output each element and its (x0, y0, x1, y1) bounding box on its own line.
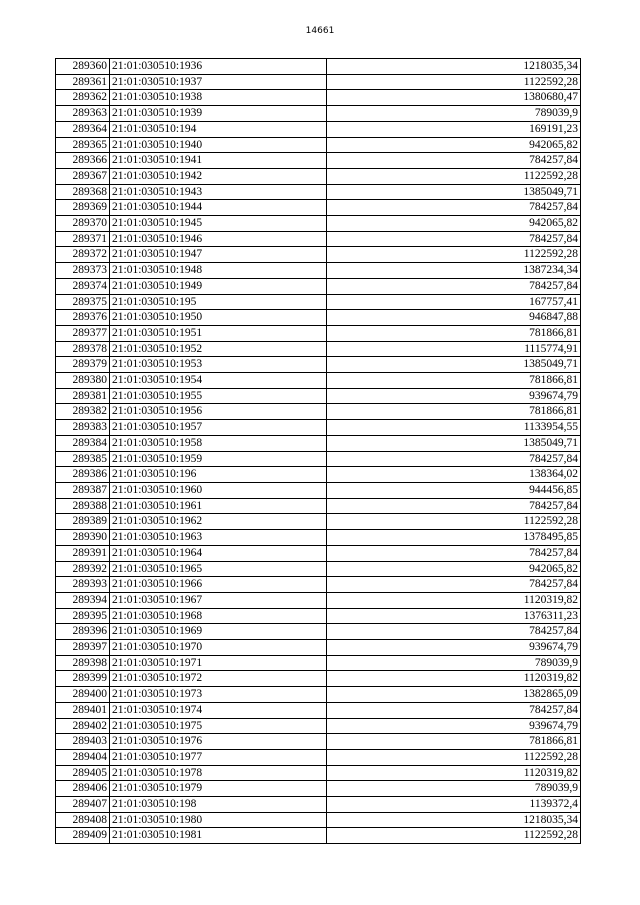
cadastral-number-cell: 21:01:030510:1967 (110, 592, 327, 608)
row-number-cell: 289377 (56, 325, 110, 341)
cadastral-value-cell: 789039,9 (327, 655, 581, 671)
cadastral-value-cell: 167757,41 (327, 294, 581, 310)
table-row (56, 592, 581, 608)
table-row (56, 514, 581, 530)
row-number-cell: 289362 (56, 90, 110, 106)
table-row (56, 545, 581, 561)
row-number-cell: 289370 (56, 216, 110, 232)
cadastral-value-cell: 944456,85 (327, 482, 581, 498)
cadastral-number-cell: 21:01:030510:1975 (110, 718, 327, 734)
cadastral-value-cell: 789039,9 (327, 106, 581, 122)
table-row (56, 828, 581, 844)
cadastral-value-cell: 784257,84 (327, 200, 581, 216)
row-number-cell: 289408 (56, 812, 110, 828)
row-number-cell: 289364 (56, 121, 110, 137)
table-row (56, 530, 581, 546)
cadastral-number-cell: 21:01:030510:1951 (110, 325, 327, 341)
cadastral-number-cell: 21:01:030510:1960 (110, 482, 327, 498)
cadastral-number-cell: 21:01:030510:1958 (110, 435, 327, 451)
table-row (56, 797, 581, 813)
cadastral-value-cell: 1376311,23 (327, 608, 581, 624)
cadastral-number-cell: 21:01:030510:1977 (110, 749, 327, 765)
cadastral-value-cell: 784257,84 (327, 577, 581, 593)
cadastral-number-cell: 21:01:030510:1936 (110, 59, 327, 75)
cadastral-number-cell: 21:01:030510:1939 (110, 106, 327, 122)
cadastral-value-cell: 1122592,28 (327, 749, 581, 765)
cadastral-number-cell: 21:01:030510:1979 (110, 781, 327, 797)
row-number-cell: 289375 (56, 294, 110, 310)
table-row (56, 357, 581, 373)
cadastral-number-cell: 21:01:030510:1965 (110, 561, 327, 577)
cadastral-value-cell: 1120319,82 (327, 592, 581, 608)
cadastral-number-cell: 21:01:030510:1966 (110, 577, 327, 593)
table-row (56, 388, 581, 404)
row-number-cell: 289371 (56, 231, 110, 247)
table-row (56, 247, 581, 263)
page-number: 14661 (305, 26, 335, 36)
row-number-cell: 289406 (56, 781, 110, 797)
row-number-cell: 289369 (56, 200, 110, 216)
cadastral-number-cell: 21:01:030510:1940 (110, 137, 327, 153)
row-number-cell: 289384 (56, 435, 110, 451)
cadastral-number-cell: 21:01:030510:1948 (110, 263, 327, 279)
cadastral-number-cell: 21:01:030510:1978 (110, 765, 327, 781)
row-number-cell: 289397 (56, 640, 110, 656)
table-row (56, 687, 581, 703)
row-number-cell: 289389 (56, 514, 110, 530)
table-row (56, 106, 581, 122)
row-number-cell: 289407 (56, 797, 110, 813)
cadastral-number-cell: 21:01:030510:195 (110, 294, 327, 310)
table-row (56, 325, 581, 341)
cadastral-value-cell: 939674,79 (327, 388, 581, 404)
table-row (56, 373, 581, 389)
cadastral-number-cell: 21:01:030510:198 (110, 797, 327, 813)
row-number-cell: 289390 (56, 530, 110, 546)
table-row (56, 577, 581, 593)
table-row (56, 420, 581, 436)
row-number-cell: 289366 (56, 153, 110, 169)
cadastral-number-cell: 21:01:030510:1952 (110, 341, 327, 357)
row-number-cell: 289403 (56, 734, 110, 750)
row-number-cell: 289363 (56, 106, 110, 122)
table-row (56, 812, 581, 828)
cadastral-value-cell: 784257,84 (327, 231, 581, 247)
cadastral-number-cell: 21:01:030510:1947 (110, 247, 327, 263)
cadastral-number-cell: 21:01:030510:1974 (110, 702, 327, 718)
cadastral-value-cell: 1378495,85 (327, 530, 581, 546)
cadastral-number-cell: 21:01:030510:1943 (110, 184, 327, 200)
cadastral-value-cell: 781866,81 (327, 373, 581, 389)
row-number-cell: 289404 (56, 749, 110, 765)
table-row (56, 467, 581, 483)
cadastral-number-cell: 21:01:030510:1944 (110, 200, 327, 216)
row-number-cell: 289382 (56, 404, 110, 420)
cadastral-number-cell: 21:01:030510:1973 (110, 687, 327, 703)
table-row (56, 640, 581, 656)
row-number-cell: 289392 (56, 561, 110, 577)
cadastral-value-cell: 1218035,34 (327, 59, 581, 75)
row-number-cell: 289398 (56, 655, 110, 671)
table-row (56, 765, 581, 781)
cadastral-number-cell: 21:01:030510:1955 (110, 388, 327, 404)
cadastral-value-cell: 781866,81 (327, 734, 581, 750)
cadastral-value-cell: 784257,84 (327, 153, 581, 169)
cadastral-value-cell: 784257,84 (327, 624, 581, 640)
cadastral-number-cell: 21:01:030510:1981 (110, 828, 327, 844)
cadastral-value-cell: 1122592,28 (327, 74, 581, 90)
cadastral-value-cell: 1133954,55 (327, 420, 581, 436)
cadastral-number-cell: 21:01:030510:1953 (110, 357, 327, 373)
row-number-cell: 289380 (56, 373, 110, 389)
cadastral-value-cell: 1385049,71 (327, 357, 581, 373)
cadastral-value-cell: 1122592,28 (327, 514, 581, 530)
cadastral-value-cell: 1385049,71 (327, 184, 581, 200)
table-row (56, 310, 581, 326)
cadastral-value-cell: 1382865,09 (327, 687, 581, 703)
cadastral-value-cell: 789039,9 (327, 781, 581, 797)
cadastral-value-cell: 1139372,4 (327, 797, 581, 813)
cadastral-number-cell: 21:01:030510:194 (110, 121, 327, 137)
cadastral-value-cell: 939674,79 (327, 640, 581, 656)
cadastral-number-cell: 21:01:030510:1968 (110, 608, 327, 624)
row-number-cell: 289381 (56, 388, 110, 404)
table-row (56, 749, 581, 765)
table-row (56, 718, 581, 734)
cadastral-number-cell: 21:01:030510:1941 (110, 153, 327, 169)
row-number-cell: 289388 (56, 498, 110, 514)
table-row (56, 435, 581, 451)
cadastral-value-cell: 942065,82 (327, 561, 581, 577)
table-row (56, 168, 581, 184)
cadastral-value-cell: 946847,88 (327, 310, 581, 326)
row-number-cell: 289379 (56, 357, 110, 373)
table-body (56, 59, 581, 844)
row-number-cell: 289383 (56, 420, 110, 436)
row-number-cell: 289374 (56, 278, 110, 294)
row-number-cell: 289367 (56, 168, 110, 184)
cadastral-number-cell: 21:01:030510:1980 (110, 812, 327, 828)
row-number-cell: 289385 (56, 451, 110, 467)
table-row (56, 278, 581, 294)
cadastral-number-cell: 21:01:030510:1970 (110, 640, 327, 656)
row-number-cell: 289395 (56, 608, 110, 624)
cadastral-number-cell: 21:01:030510:1961 (110, 498, 327, 514)
cadastral-value-cell: 784257,84 (327, 702, 581, 718)
cadastral-value-cell: 1122592,28 (327, 168, 581, 184)
cadastral-value-cell: 1120319,82 (327, 765, 581, 781)
cadastral-number-cell: 21:01:030510:1945 (110, 216, 327, 232)
row-number-cell: 289368 (56, 184, 110, 200)
cadastral-number-cell: 21:01:030510:1959 (110, 451, 327, 467)
row-number-cell: 289386 (56, 467, 110, 483)
table-row (56, 608, 581, 624)
table-row (56, 451, 581, 467)
row-number-cell: 289400 (56, 687, 110, 703)
table-row (56, 90, 581, 106)
cadastral-value-cell: 942065,82 (327, 137, 581, 153)
table-row (56, 153, 581, 169)
cadastral-value-cell: 784257,84 (327, 278, 581, 294)
cadastral-value-table (55, 58, 581, 844)
table-row (56, 624, 581, 640)
cadastral-number-cell: 21:01:030510:1957 (110, 420, 327, 436)
cadastral-number-cell: 21:01:030510:1938 (110, 90, 327, 106)
cadastral-number-cell: 21:01:030510:1946 (110, 231, 327, 247)
table-row (56, 671, 581, 687)
table-row (56, 294, 581, 310)
cadastral-value-cell: 138364,02 (327, 467, 581, 483)
cadastral-value-cell: 1218035,34 (327, 812, 581, 828)
table-row (56, 231, 581, 247)
row-number-cell: 289396 (56, 624, 110, 640)
table-row (56, 734, 581, 750)
cadastral-value-cell: 1385049,71 (327, 435, 581, 451)
row-number-cell: 289361 (56, 74, 110, 90)
cadastral-value-cell: 1380680,47 (327, 90, 581, 106)
cadastral-value-cell: 169191,23 (327, 121, 581, 137)
row-number-cell: 289409 (56, 828, 110, 844)
table-row (56, 498, 581, 514)
row-number-cell: 289372 (56, 247, 110, 263)
cadastral-number-cell: 21:01:030510:1942 (110, 168, 327, 184)
row-number-cell: 289376 (56, 310, 110, 326)
table-row (56, 121, 581, 137)
table-row (56, 137, 581, 153)
table-row (56, 561, 581, 577)
row-number-cell: 289394 (56, 592, 110, 608)
cadastral-number-cell: 21:01:030510:196 (110, 467, 327, 483)
row-number-cell: 289365 (56, 137, 110, 153)
table-row (56, 184, 581, 200)
table-row (56, 482, 581, 498)
row-number-cell: 289387 (56, 482, 110, 498)
cadastral-value-cell: 1120319,82 (327, 671, 581, 687)
row-number-cell: 289378 (56, 341, 110, 357)
row-number-cell: 289401 (56, 702, 110, 718)
table-row (56, 702, 581, 718)
cadastral-value-cell: 784257,84 (327, 498, 581, 514)
row-number-cell: 289405 (56, 765, 110, 781)
row-number-cell: 289360 (56, 59, 110, 75)
table-row (56, 404, 581, 420)
row-number-cell: 289373 (56, 263, 110, 279)
row-number-cell: 289391 (56, 545, 110, 561)
cadastral-number-cell: 21:01:030510:1971 (110, 655, 327, 671)
table-row (56, 216, 581, 232)
cadastral-number-cell: 21:01:030510:1972 (110, 671, 327, 687)
table-row (56, 74, 581, 90)
cadastral-value-cell: 939674,79 (327, 718, 581, 734)
cadastral-number-cell: 21:01:030510:1976 (110, 734, 327, 750)
table-row (56, 200, 581, 216)
row-number-cell: 289393 (56, 577, 110, 593)
cadastral-number-cell: 21:01:030510:1937 (110, 74, 327, 90)
cadastral-value-cell: 781866,81 (327, 404, 581, 420)
cadastral-value-cell: 1122592,28 (327, 247, 581, 263)
cadastral-value-cell: 1115774,91 (327, 341, 581, 357)
cadastral-number-cell: 21:01:030510:1969 (110, 624, 327, 640)
cadastral-value-cell: 1122592,28 (327, 828, 581, 844)
row-number-cell: 289399 (56, 671, 110, 687)
cadastral-number-cell: 21:01:030510:1949 (110, 278, 327, 294)
cadastral-value-cell: 784257,84 (327, 451, 581, 467)
cadastral-value-cell: 781866,81 (327, 325, 581, 341)
cadastral-number-cell: 21:01:030510:1962 (110, 514, 327, 530)
row-number-cell: 289402 (56, 718, 110, 734)
table-row (56, 263, 581, 279)
table-row (56, 781, 581, 797)
table-row (56, 655, 581, 671)
table-row (56, 341, 581, 357)
cadastral-number-cell: 21:01:030510:1954 (110, 373, 327, 389)
cadastral-number-cell: 21:01:030510:1963 (110, 530, 327, 546)
table-row (56, 59, 581, 75)
cadastral-value-cell: 1387234,34 (327, 263, 581, 279)
cadastral-value-cell: 784257,84 (327, 545, 581, 561)
cadastral-number-cell: 21:01:030510:1964 (110, 545, 327, 561)
cadastral-number-cell: 21:01:030510:1950 (110, 310, 327, 326)
cadastral-value-cell: 942065,82 (327, 216, 581, 232)
cadastral-number-cell: 21:01:030510:1956 (110, 404, 327, 420)
